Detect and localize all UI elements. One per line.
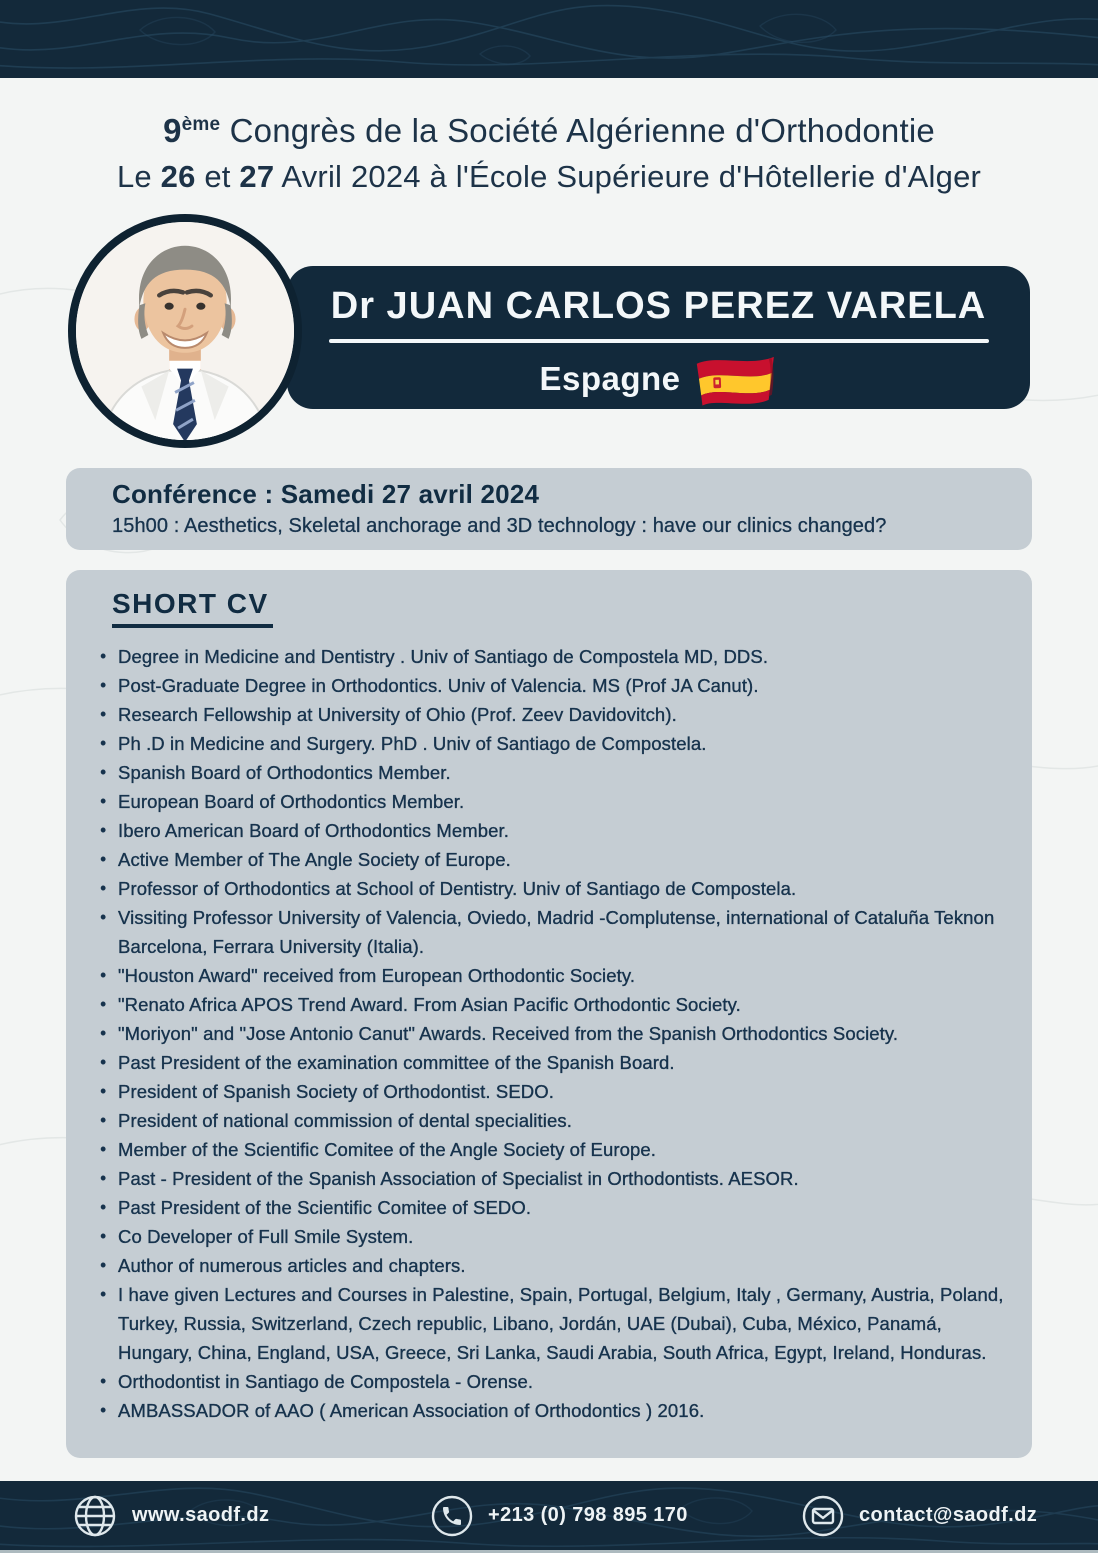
- footer-email-text: contact@saodf.dz: [859, 1504, 1038, 1526]
- cv-list-item: [100, 1048, 1008, 1077]
- cv-item-text: Post-Graduate Degree in Orthodontics. Univ of Valencia. MS (Prof JA Canut).: [118, 675, 759, 696]
- speaker-country: Espagne: [539, 360, 681, 397]
- bullet-icon: •: [100, 1168, 107, 1188]
- conference-title: Conférence : Samedi 27 avril 2024: [112, 479, 540, 509]
- bullet-icon: •: [100, 907, 107, 927]
- bullet-icon: •: [100, 646, 107, 666]
- cv-list-item: [100, 1367, 1008, 1396]
- bullet-icon: •: [100, 1197, 107, 1217]
- cv-list-item: [100, 1251, 1008, 1280]
- bullet-icon: •: [100, 762, 107, 782]
- event-title-line1: 9ème Congrès de la Société Algérienne d'Orthodontie: [163, 112, 935, 149]
- bullet-icon: •: [100, 849, 107, 869]
- cv-item-text: President of Spanish Society of Orthodontist. SEDO.: [118, 1081, 554, 1102]
- cv-item-text: Research Fellowship at University of Ohio (Prof. Zeev Davidovitch).: [118, 704, 677, 725]
- cv-item-text: Spanish Board of Orthodontics Member.: [118, 762, 451, 783]
- cv-list-item: [100, 845, 1008, 874]
- cv-list-item: [100, 758, 1008, 787]
- cv-item-text: "Moriyon" and "Jose Antonio Canut" Awards. Received from the Spanish Orthodontics Society.: [118, 1023, 899, 1044]
- cv-list-item: [100, 961, 1008, 990]
- bullet-icon: •: [100, 820, 107, 840]
- cv-item-text: Author of numerous articles and chapters.: [118, 1255, 466, 1276]
- cv-item-text: Past President of the Scientific Comitee of SEDO.: [118, 1197, 532, 1218]
- cv-list-item: [100, 874, 1008, 903]
- cv-item-text: Co Developer of Full Smile System.: [118, 1226, 414, 1247]
- speaker-banner: [287, 266, 1030, 409]
- event-title: [0, 108, 1098, 200]
- cv-list-item: [100, 729, 1008, 758]
- cv-item-text: President of national commission of dental specialities.: [118, 1110, 572, 1131]
- footer-phone-text: +213 (0) 798 895 170: [488, 1504, 688, 1526]
- envelope-icon: [801, 1494, 845, 1538]
- cv-item-text: Past - President of the Spanish Association of Specialist in Orthodontists. AESOR.: [118, 1168, 799, 1189]
- bullet-icon: •: [100, 878, 107, 898]
- cv-item-text: I have given Lectures and Courses in Palestine, Spain, Portugal, Belgium, Italy , Germany, Austria, Poland, Turkey, Russia, Switzerland, Czech republic, Libano, Jordán, UAE (Dubai), Cuba, México, Panamá, Hungary, China, England, USA, Greece, Sri Lanka, Saudi Arabia, South Africa, Egypt, Ireland, Honduras.: [118, 1284, 1004, 1363]
- cv-list-item: [100, 816, 1008, 845]
- topographic-pattern-icon: [0, 0, 1098, 78]
- conference-info-card: [66, 468, 1032, 550]
- cv-item-text: Past President of the examination committee of the Spanish Board.: [118, 1052, 675, 1073]
- cv-item-text: Ph .D in Medicine and Surgery. PhD . Univ of Santiago de Compostela.: [118, 733, 707, 754]
- cv-list-item: [100, 1396, 1008, 1425]
- cv-item-text: Active Member of The Angle Society of Europe.: [118, 849, 511, 870]
- globe-icon: [72, 1493, 118, 1539]
- bullet-icon: •: [100, 704, 107, 724]
- bullet-icon: •: [100, 965, 107, 985]
- cv-item-text: Orthodontist in Santiago de Compostela - Orense.: [118, 1371, 534, 1392]
- cv-list-item: [100, 1222, 1008, 1251]
- bullet-icon: •: [100, 1255, 107, 1275]
- cv-list-item: [100, 1077, 1008, 1106]
- cv-list: [100, 642, 1008, 1425]
- name-underline: [329, 339, 989, 343]
- footer-contact-band: [0, 1481, 1098, 1553]
- cv-list-item: [100, 1135, 1008, 1164]
- footer-website-text: www.saodf.dz: [132, 1504, 270, 1526]
- spain-flag-icon: [693, 351, 779, 409]
- cv-item-text: Degree in Medicine and Dentistry . Univ of Santiago de Compostela MD, DDS.: [118, 646, 769, 667]
- cv-item-text: AMBASSADOR of AAO ( American Association of Orthodontics ) 2016.: [118, 1400, 705, 1421]
- short-cv-card: [66, 570, 1032, 1458]
- bullet-icon: •: [100, 994, 107, 1014]
- cv-list-item: [100, 903, 1008, 961]
- bullet-icon: •: [100, 1081, 107, 1101]
- speaker-name: Dr JUAN CARLOS PEREZ VARELA: [330, 285, 987, 327]
- cv-list-item: [100, 671, 1008, 700]
- cv-item-text: Vissiting Professor University of Valencia, Oviedo, Madrid -Complutense, international of Cataluña Teknon Barcelona, Ferrara University (Italia).: [118, 907, 995, 957]
- bullet-icon: •: [100, 1284, 107, 1304]
- cv-list-item: [100, 1164, 1008, 1193]
- footer-email[interactable]: [801, 1481, 1037, 1550]
- bullet-icon: •: [100, 1023, 107, 1043]
- bullet-icon: •: [100, 1400, 107, 1420]
- bullet-icon: •: [100, 733, 107, 753]
- footer-phone[interactable]: [430, 1481, 688, 1550]
- bullet-icon: •: [100, 791, 107, 811]
- bullet-icon: •: [100, 1371, 107, 1391]
- phone-icon: [430, 1494, 474, 1538]
- top-decorative-band: [0, 0, 1098, 78]
- cv-list-item: [100, 990, 1008, 1019]
- cv-heading: SHORT CV: [112, 588, 273, 628]
- cv-list-item: [100, 1106, 1008, 1135]
- speaker-portrait-illustration: [76, 222, 294, 440]
- conference-session: 15h00 : Aesthetics, Skeletal anchorage and 3D technology : have our clinics changed?: [112, 515, 887, 537]
- bullet-icon: •: [100, 1139, 107, 1159]
- bullet-icon: •: [100, 1052, 107, 1072]
- bullet-icon: •: [100, 1110, 107, 1130]
- cv-item-text: "Renato Africa APOS Trend Award. From Asian Pacific Orthodontic Society.: [118, 994, 741, 1015]
- cv-list-item: [100, 1193, 1008, 1222]
- cv-list-item: [100, 787, 1008, 816]
- footer-website[interactable]: [72, 1481, 269, 1550]
- cv-item-text: "Houston Award" received from European Orthodontic Society.: [118, 965, 636, 986]
- bullet-icon: •: [100, 1226, 107, 1246]
- cv-item-text: Professor of Orthodontics at School of Dentistry. Univ of Santiago de Compostela.: [118, 878, 797, 899]
- cv-item-text: Member of the Scientific Comitee of the Angle Society of Europe.: [118, 1139, 657, 1160]
- speaker-photo: [68, 214, 302, 448]
- cv-list-item: [100, 1280, 1008, 1367]
- cv-list-item: [100, 1019, 1008, 1048]
- speaker-country-row: [287, 350, 1030, 408]
- cv-item-text: Ibero American Board of Orthodontics Member.: [118, 820, 510, 841]
- event-title-line2: Le 26 et 27 Avril 2024 à l'École Supérieure d'Hôtellerie d'Alger: [116, 159, 982, 194]
- cv-list-item: [100, 642, 1008, 671]
- cv-item-text: European Board of Orthodontics Member.: [118, 791, 465, 812]
- cv-list-item: [100, 700, 1008, 729]
- bullet-icon: •: [100, 675, 107, 695]
